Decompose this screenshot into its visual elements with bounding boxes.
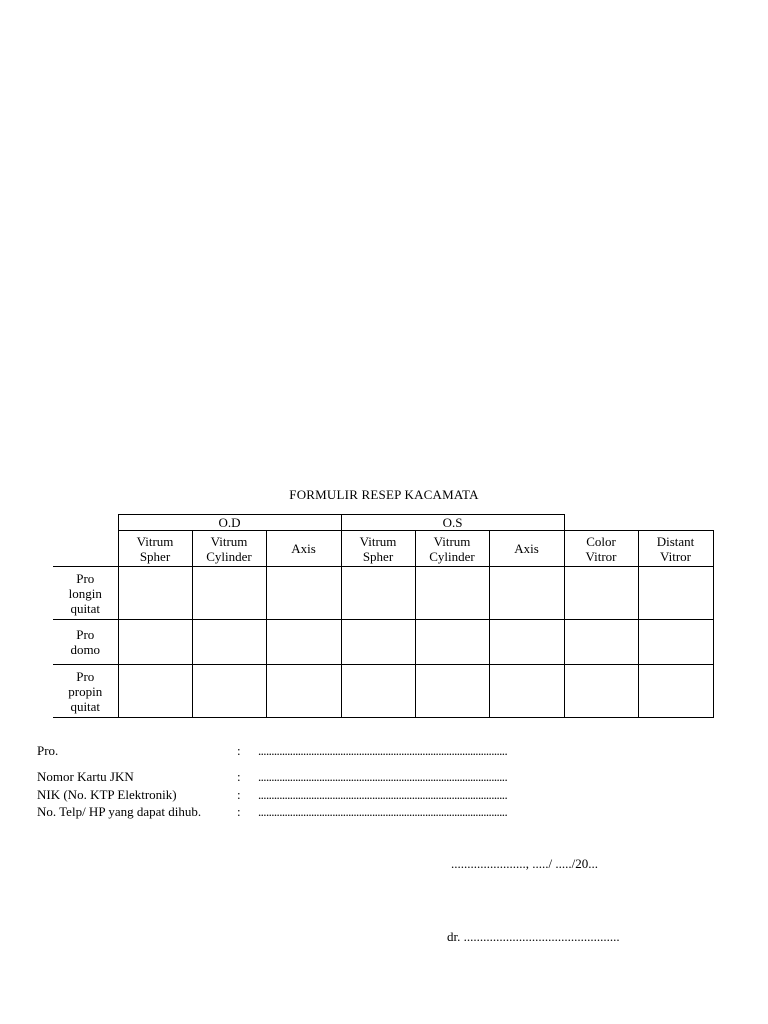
entry-cell[interactable] <box>341 567 415 620</box>
entry-cell[interactable] <box>564 620 638 665</box>
field-colon: : <box>237 743 241 758</box>
entry-cell[interactable] <box>192 620 266 665</box>
entry-cell[interactable] <box>118 665 192 718</box>
group-header-row <box>53 515 713 531</box>
row-header: Pro longin quitat <box>53 567 118 620</box>
entry-cell[interactable] <box>266 620 341 665</box>
entry-cell[interactable] <box>638 620 713 665</box>
column-header: Color Vitror <box>564 531 638 567</box>
entry-cell[interactable] <box>341 665 415 718</box>
column-header: Axis <box>266 531 341 567</box>
field-input-line[interactable]: .............................................................................................. <box>258 804 508 819</box>
entry-cell[interactable] <box>489 665 564 718</box>
field-label: Pro. <box>37 743 59 758</box>
field-label: Nomor Kartu JKN <box>37 769 134 784</box>
row-header: Pro domo <box>53 620 118 665</box>
table-row <box>53 665 713 718</box>
entry-cell[interactable] <box>564 665 638 718</box>
entry-cell[interactable] <box>564 567 638 620</box>
field-input-line[interactable]: .............................................................................................. <box>258 769 508 784</box>
group-header-os: O.S <box>341 515 564 531</box>
row-header: Pro propin quitat <box>53 665 118 718</box>
entry-cell[interactable] <box>415 567 489 620</box>
field-input-line[interactable]: .............................................................................................. <box>258 787 508 802</box>
entry-cell[interactable] <box>638 567 713 620</box>
field-label: NIK (No. KTP Elektronik) <box>37 787 177 802</box>
entry-cell[interactable] <box>489 620 564 665</box>
field-colon: : <box>237 769 241 784</box>
entry-cell[interactable] <box>118 567 192 620</box>
prescription-table <box>53 514 714 718</box>
entry-cell[interactable] <box>415 620 489 665</box>
entry-cell[interactable] <box>341 620 415 665</box>
form-title: FORMULIR RESEP KACAMATA <box>289 487 479 502</box>
field-input-line[interactable]: .............................................................................................. <box>258 743 508 758</box>
column-header: Vitrum Cylinder <box>415 531 489 567</box>
column-header-row <box>53 531 713 567</box>
field-colon: : <box>237 787 241 802</box>
column-header: Distant Vitror <box>638 531 713 567</box>
table-row <box>53 567 713 620</box>
field-colon: : <box>237 804 241 819</box>
column-header: Axis <box>489 531 564 567</box>
entry-cell[interactable] <box>192 665 266 718</box>
table-row <box>53 620 713 665</box>
group-header-od: O.D <box>118 515 341 531</box>
entry-cell[interactable] <box>489 567 564 620</box>
field-label: No. Telp/ HP yang dapat dihub. <box>37 804 202 819</box>
entry-cell[interactable] <box>266 567 341 620</box>
entry-cell[interactable] <box>638 665 713 718</box>
column-header: Vitrum Cylinder <box>192 531 266 567</box>
column-header: Vitrum Spher <box>118 531 192 567</box>
entry-cell[interactable] <box>118 620 192 665</box>
signature-line[interactable]: dr. ................................................ <box>447 929 620 944</box>
date-line[interactable]: ......................., ...../ ...../20... <box>451 856 598 871</box>
entry-cell[interactable] <box>415 665 489 718</box>
column-header: Vitrum Spher <box>341 531 415 567</box>
entry-cell[interactable] <box>192 567 266 620</box>
entry-cell[interactable] <box>266 665 341 718</box>
